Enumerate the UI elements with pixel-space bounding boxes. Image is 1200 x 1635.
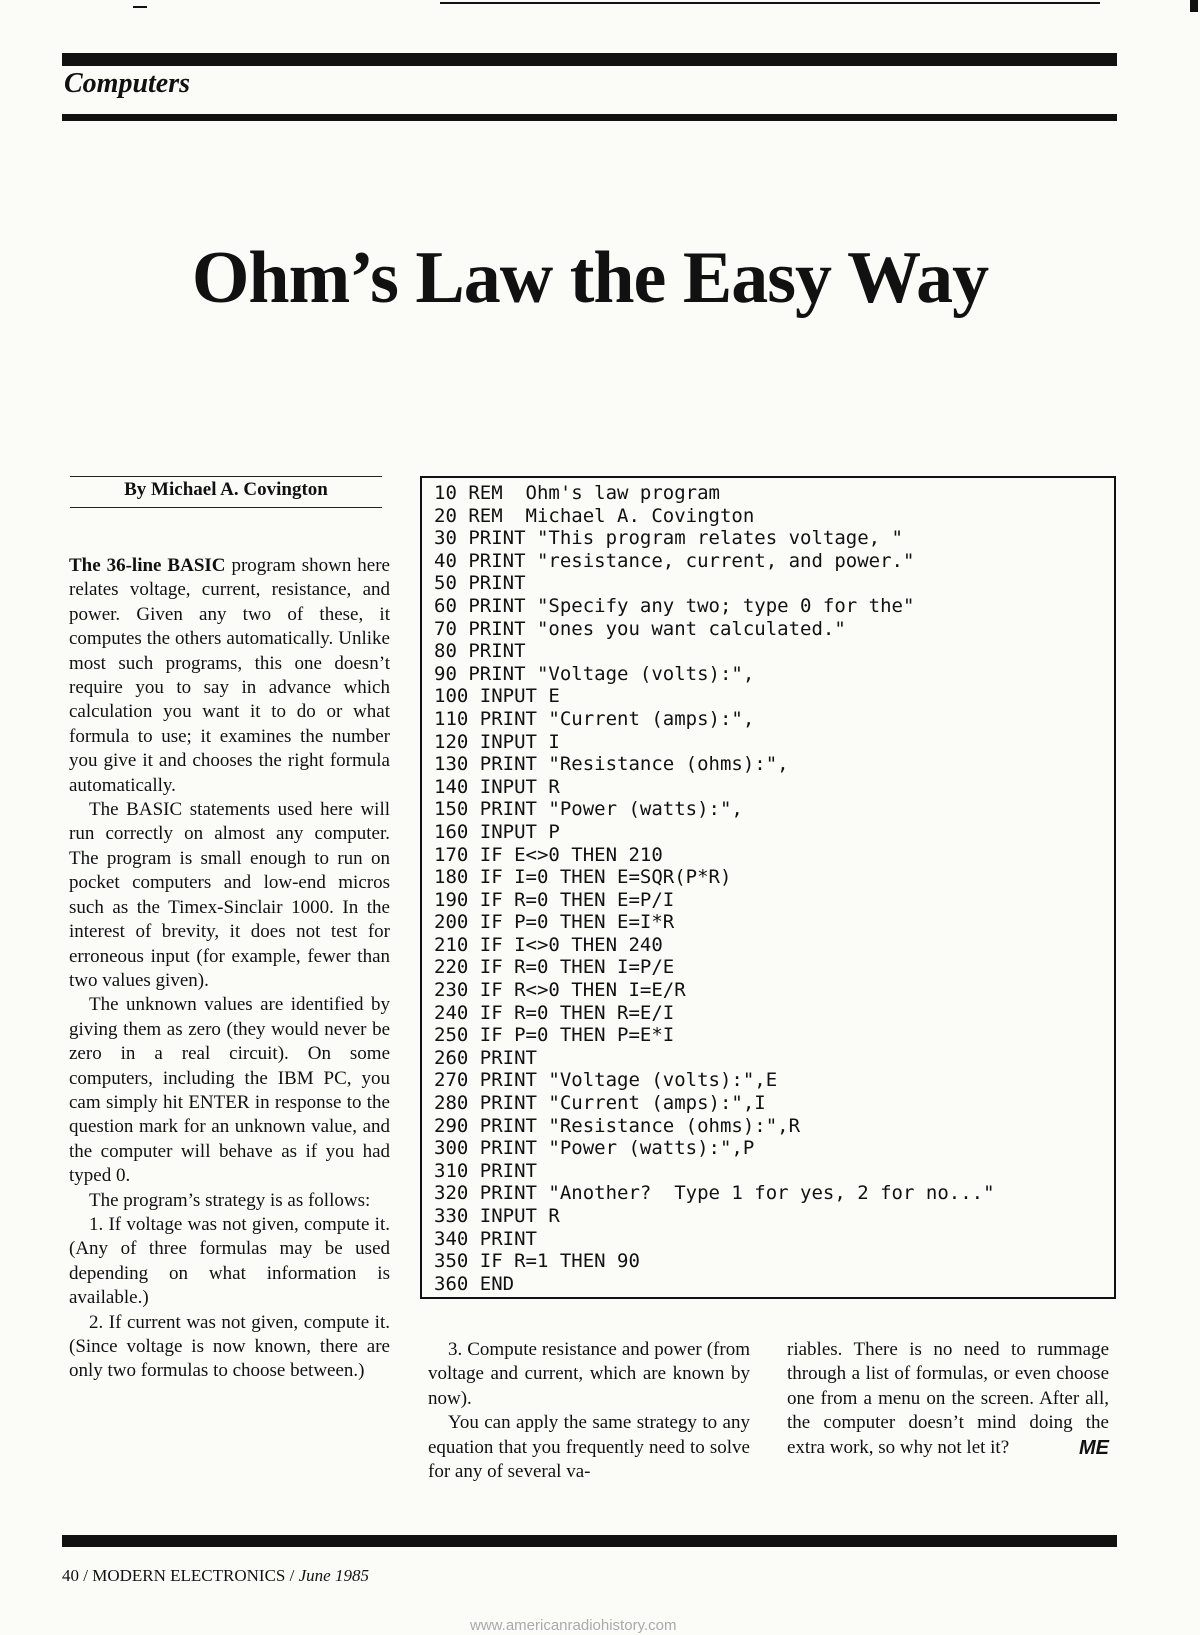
code-line: 160 INPUT P	[434, 820, 560, 843]
article-column-2	[428, 1338, 750, 1484]
code-line: 100 INPUT E	[434, 685, 560, 708]
code-line: 30 PRINT "This program relates voltage, "	[434, 527, 903, 550]
code-line: 290 PRINT "Resistance (ohms):",R	[434, 1114, 801, 1137]
code-line: 320 PRINT "Another? Type 1 for yes, 2 for no..."	[434, 1182, 995, 1205]
header-rule-bottom	[62, 114, 1117, 121]
footer-rule	[62, 1535, 1117, 1547]
article-column-1	[69, 554, 390, 1384]
end-mark-logo: ME	[1079, 1436, 1109, 1459]
code-line: 350 IF R=1 THEN 90	[434, 1250, 640, 1273]
code-line: 250 IF P=0 THEN P=E*I	[434, 1024, 675, 1047]
paragraph: The program’s strategy is as follows:	[89, 1189, 371, 1211]
scan-mark	[1190, 0, 1198, 12]
code-line: 190 IF R=0 THEN E=P/I	[434, 888, 675, 911]
code-line: 210 IF I<>0 THEN 240	[434, 933, 663, 956]
code-line: 110 PRINT "Current (amps):",	[434, 707, 755, 730]
footer-separator: /	[83, 1566, 88, 1585]
code-line: 90 PRINT "Voltage (volts):",	[434, 662, 755, 685]
magazine-name: MODERN ELECTRONICS	[92, 1566, 286, 1585]
code-line: 200 IF P=0 THEN E=I*R	[434, 911, 675, 934]
code-line: 150 PRINT "Power (watts):",	[434, 798, 743, 821]
paragraph: riables. There is no need to rummage through a list of formulas, or even choose one from a menu on the screen. After all, the computer doesn’t mind doing the extra work, so why not let it? ME	[787, 1339, 1109, 1459]
page-footer	[62, 1566, 369, 1586]
code-line: 310 PRINT	[434, 1159, 537, 1182]
issue-date: June 1985	[298, 1566, 369, 1585]
article-column-3	[787, 1338, 1109, 1460]
code-line: 20 REM Michael A. Covington	[434, 504, 755, 527]
code-line: 220 IF R=0 THEN I=P/E	[434, 956, 675, 979]
program-listing	[420, 476, 1116, 1299]
code-line: 280 PRINT "Current (amps):",I	[434, 1092, 766, 1115]
code-line: 300 PRINT "Power (watts):",P	[434, 1137, 755, 1160]
scan-mark	[440, 2, 1100, 4]
code-line: 60 PRINT "Specify any two; type 0 for the"	[434, 594, 915, 617]
paragraph: The 36-line BASIC program shown here relates voltage, current, resistance, and power. Given any two of these, it computes the others automatically. Unlike most such programs, this one doesn’t require you to say in advance which calculation you want it to do or what formula to use; it examines the number you give it and chooses the right formula automatically.	[69, 555, 390, 796]
code-line: 130 PRINT "Resistance (ohms):",	[434, 753, 789, 776]
code-line: 180 IF I=0 THEN E=SQR(P*R)	[434, 866, 732, 889]
code-line: 80 PRINT	[434, 640, 526, 663]
paragraph: The BASIC statements used here will run correctly on almost any computer. The program is small enough to run on pocket computers and low-end micros such as the Timex-Sinclair 1000. In the interest of brevity, it does not test for erroneous input (for example, fewer than two values given).	[69, 799, 390, 991]
list-item: 1. If voltage was not given, compute it. (Any of three formulas may be used depending on what information is available.)	[69, 1213, 390, 1309]
article-title: Ohm’s Law the Easy Way	[191, 237, 989, 319]
byline: By Michael A. Covington	[70, 476, 382, 508]
page-number: 40	[62, 1566, 79, 1585]
code-line: 330 INPUT R	[434, 1205, 560, 1227]
code-line: 70 PRINT "ones you want calculated."	[434, 617, 846, 640]
watermark: www.americanradiohistory.com	[470, 1617, 677, 1634]
code-line: 120 INPUT I	[434, 730, 560, 753]
code-line: 140 INPUT R	[434, 775, 560, 798]
scan-mark	[133, 6, 147, 8]
footer-separator: /	[289, 1566, 295, 1585]
lead-in: The 36-line BASIC	[69, 555, 226, 576]
code-line: 260 PRINT	[434, 1046, 537, 1069]
code-line: 10 REM Ohm's law program	[434, 482, 720, 504]
section-label: Computers	[64, 68, 191, 99]
code-line: 40 PRINT "resistance, current, and power."	[434, 549, 915, 572]
code-line: 50 PRINT	[434, 572, 526, 595]
list-item: 2. If current was not given, compute it. (Since voltage is now known, there are only two formulas to choose between.)	[69, 1311, 390, 1382]
header-rule-top	[62, 53, 1117, 66]
code-line: 230 IF R<>0 THEN I=E/R	[434, 979, 686, 1002]
paragraph: The unknown values are identified by giving them as zero (they would never be zero in a real circuit). On some computers, including the IBM PC, you cam simply hit ENTER in response to the question mark for an unknown value, and the computer will behave as if you had typed 0.	[69, 994, 390, 1187]
code-line: 340 PRINT	[434, 1227, 537, 1250]
code-line: 240 IF R=0 THEN R=E/I	[434, 1001, 675, 1024]
paragraph: You can apply the same strategy to any equation that you frequently need to solve for any of several va-	[428, 1412, 750, 1483]
code-line: 170 IF E<>0 THEN 210	[434, 843, 663, 866]
code-line: 270 PRINT "Voltage (volts):",E	[434, 1069, 778, 1092]
code-line: 360 END	[434, 1272, 515, 1295]
list-item: 3. Compute resistance and power (from voltage and current, which are known by now).	[428, 1339, 750, 1409]
